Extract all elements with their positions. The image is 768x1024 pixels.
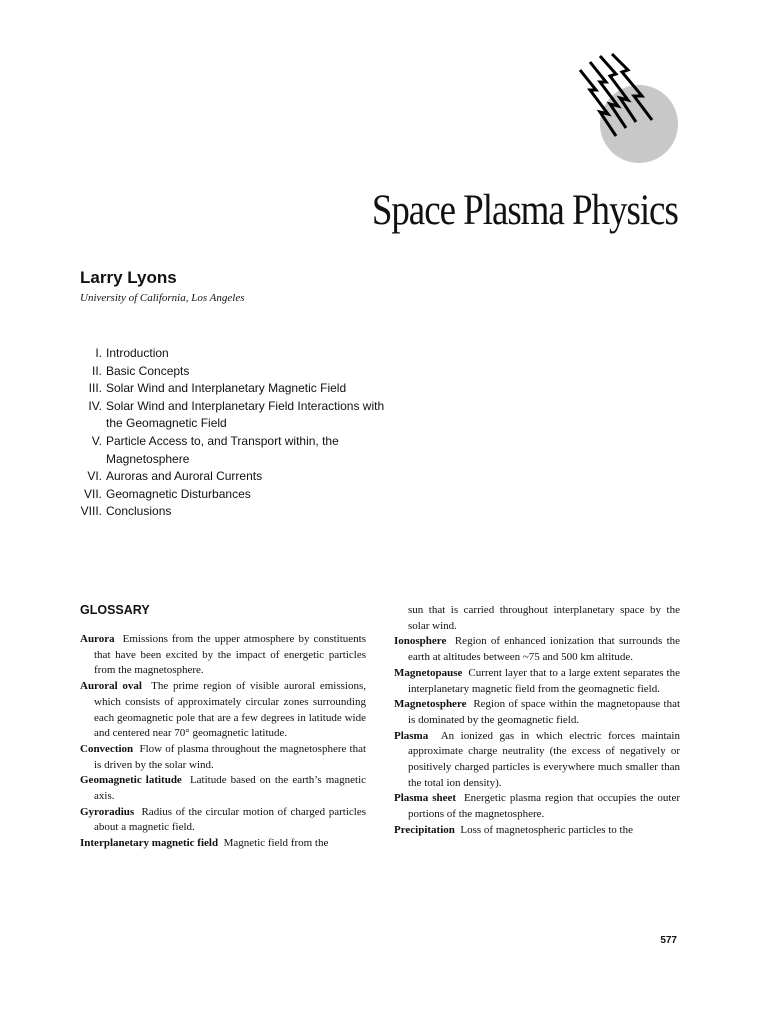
glossary-definition: Magnetic field from the [223, 837, 329, 850]
author-name: Larry Lyons [80, 268, 177, 287]
toc-number: I. [95, 346, 102, 360]
glossary-term: Geomagnetic latitude [80, 774, 182, 787]
glossary-entry [80, 742, 366, 773]
glossary-definition: An ionized gas in which electric forces maintain approximate charge neutrality (the excess of negatively or positively charged particles is everywhere much smaller than the total ion density). [408, 729, 680, 789]
toc-item [74, 398, 398, 433]
glossary-definition: Latitude based on the earth’s magnetic axis. [94, 774, 367, 803]
glossary-term: Magnetopause [394, 666, 463, 679]
toc-number: III. [88, 381, 102, 396]
glossary-entry [394, 666, 680, 697]
table-of-contents [74, 345, 404, 521]
toc-text: Particle Access to, and Transport within, the Magnetosphere [106, 433, 339, 466]
glossary-entry [394, 697, 680, 728]
toc-text: Basic Concepts [106, 363, 190, 378]
toc-item [74, 433, 396, 468]
glossary-continuation: sun that is carried throughout interplanetary space by the solar wind. [408, 604, 680, 632]
toc-number: VI. [87, 469, 102, 484]
toc-text: Solar Wind and Interplanetary Magnetic Field [106, 381, 347, 396]
glossary-term: Gyroradius [80, 805, 135, 818]
toc-item [74, 380, 404, 398]
glossary-term: Interplanetary magnetic field [80, 837, 219, 850]
glossary-entry [80, 805, 366, 836]
glossary-entry [80, 836, 366, 852]
glossary-term: Precipitation [394, 823, 455, 836]
glossary-term: Convection [80, 742, 134, 755]
glossary-definition: Radius of the circular motion of charged particles about a magnetic field. [94, 805, 367, 834]
glossary-entry [394, 634, 680, 665]
toc-item [74, 468, 404, 486]
toc-text: Geomagnetic Disturbances [106, 486, 251, 501]
glossary-heading: GLOSSARY [80, 603, 150, 617]
glossary-entry [394, 729, 680, 792]
glossary-definition: Region of enhanced ionization that surrounds the earth at altitudes between ~75 and 500 km altitude. [408, 635, 681, 664]
glossary-entry [394, 791, 680, 822]
glossary-term: Auroral oval [80, 680, 142, 693]
glossary-definition: Loss of magnetospheric particles to the [460, 823, 633, 836]
toc-item [74, 363, 404, 381]
toc-item [74, 503, 404, 521]
toc-text: Conclusions [106, 504, 172, 519]
glossary-entry [80, 679, 366, 742]
lightning-bolts-over-circle-icon [578, 52, 682, 168]
toc-item [74, 486, 404, 504]
toc-number: VIII. [80, 504, 102, 519]
glossary-term: Magnetosphere [394, 698, 467, 711]
author-affiliation: University of California, Los Angeles [80, 292, 245, 304]
toc-number: V. [91, 433, 102, 448]
glossary-definition: Current layer that to a large extent separates the interplanetary magnetic field from the geomagnetic field. [408, 666, 680, 695]
glossary-definition: Emissions from the upper atmosphere by constituents that have been excited by the impact of energetic particles from the magnetosphere. [94, 633, 366, 677]
page-title: Space Plasma Physics [372, 187, 678, 234]
toc-item [74, 345, 404, 363]
glossary-term: Plasma sheet [394, 792, 457, 805]
glossary-definition: Region of space within the magnetopause that is dominated by the geomagnetic field. [408, 698, 681, 726]
toc-number: II. [91, 363, 102, 378]
toc-text: Auroras and Auroral Currents [106, 469, 263, 484]
glossary-term: Aurora [80, 633, 115, 645]
toc-text: Solar Wind and Interplanetary Field Interactions with the Geomagnetic Field [106, 398, 385, 431]
glossary-left-column [80, 632, 366, 852]
glossary-definition: Flow of plasma throughout the magnetosphere that is driven by the solar wind. [94, 742, 367, 771]
toc-number: VII. [83, 486, 102, 501]
glossary-entry [394, 823, 680, 839]
glossary-entry [80, 632, 366, 679]
toc-number: IV. [88, 398, 102, 413]
page-number: 577 [660, 935, 677, 946]
glossary-right-column [394, 603, 680, 839]
toc-text: Introduction [106, 346, 169, 360]
glossary-definition: Energetic plasma region that occupies the outer portions of the magnetosphere. [408, 792, 680, 821]
glossary-entry [80, 773, 366, 804]
glossary-definition: The prime region of visible auroral emissions, which consists of approximately circular zones surrounding each geomagnetic pole that are a few degrees in latitude wide and centered near 70° geomagnetic latitude. [94, 680, 366, 740]
glossary-term: Ionosphere [394, 635, 447, 648]
glossary-term: Plasma [394, 729, 429, 742]
